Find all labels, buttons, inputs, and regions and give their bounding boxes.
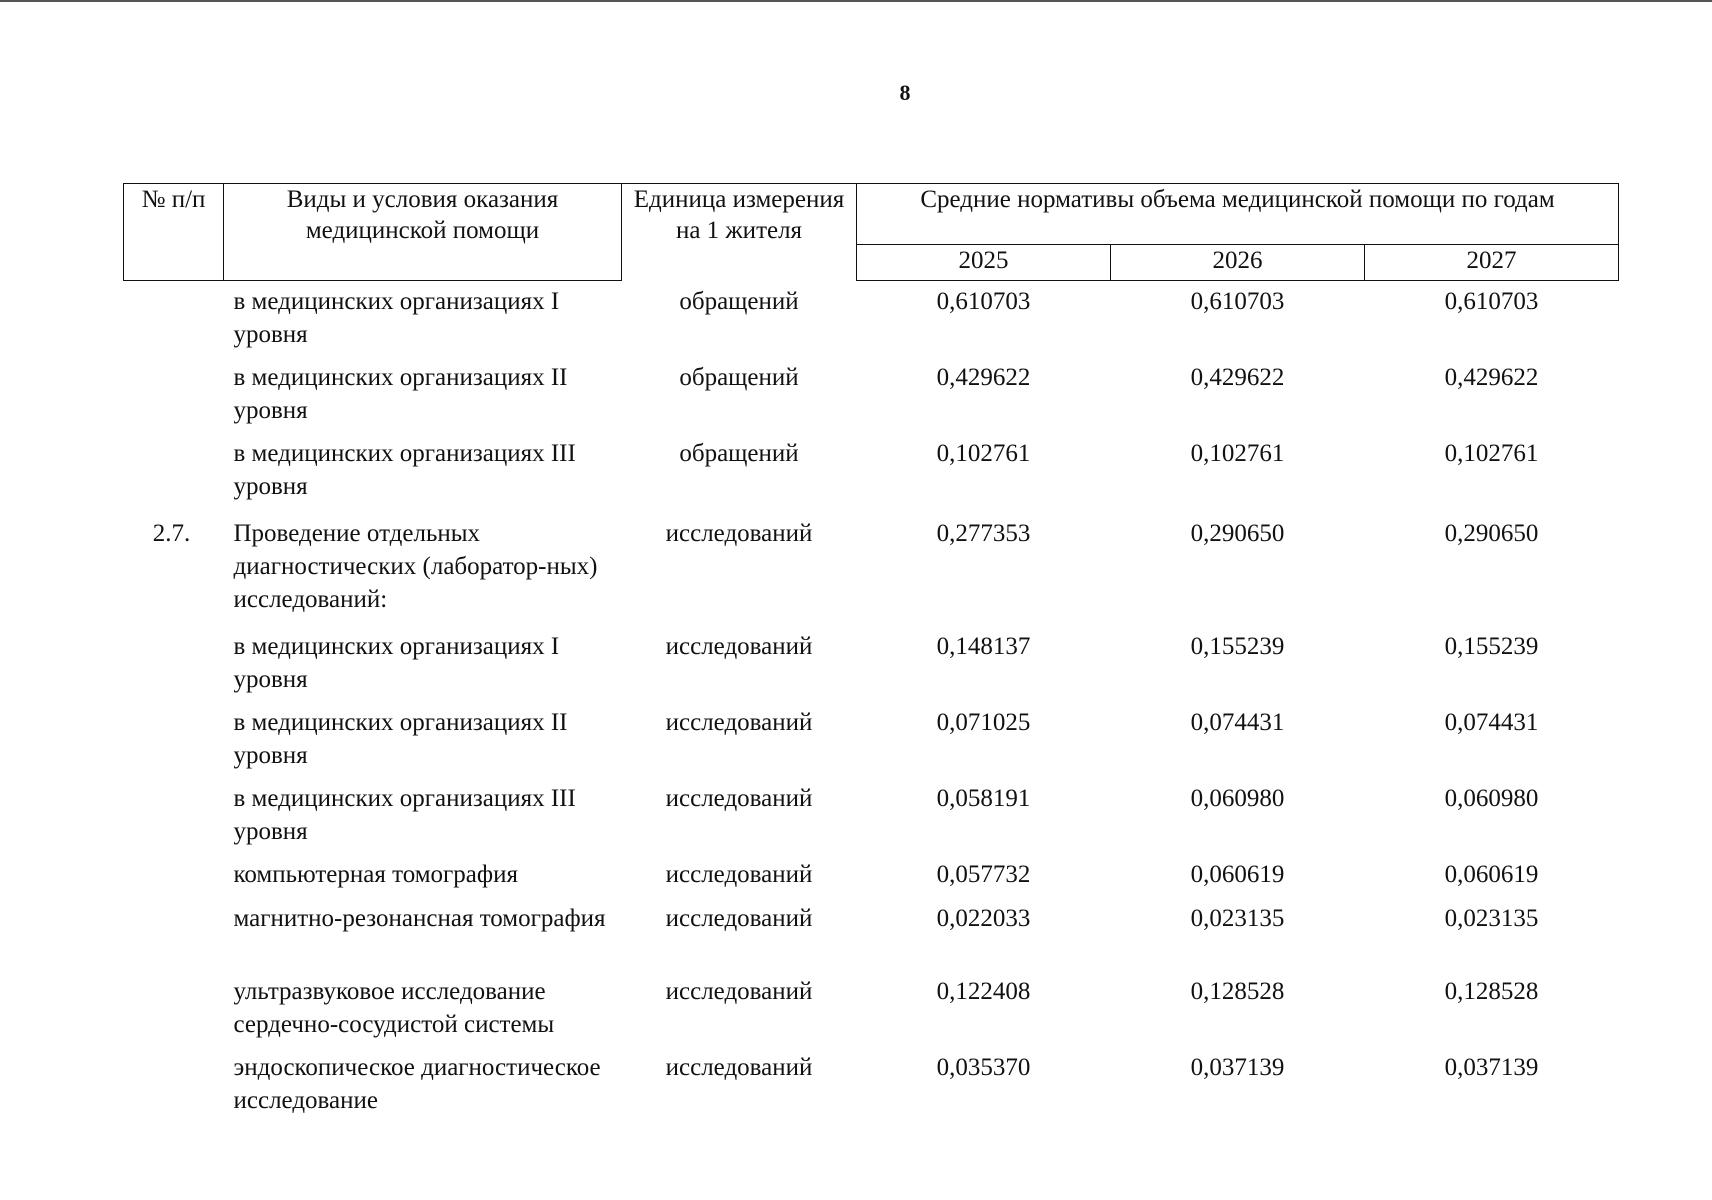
header-year-2027: 2027: [1365, 245, 1619, 281]
row-care-type: в медицинских организациях III уровня: [233, 440, 576, 500]
row-value-2025: 0,102761: [936, 440, 1031, 467]
header-unit: Единица измерения на 1 жителя: [622, 184, 857, 281]
row-value-2026: 0,037139: [1190, 1054, 1285, 1081]
row-value-2027: 0,290650: [1444, 520, 1539, 547]
row-unit: обращений: [679, 440, 799, 467]
row-value-2025: 0,071025: [936, 709, 1031, 736]
row-value-2025: 0,058191: [936, 785, 1031, 812]
row-care-type: в медицинских организациях II уровня: [233, 709, 568, 769]
row-num: [124, 965, 224, 1041]
row-value-2027: 0,128528: [1444, 978, 1539, 1005]
row-value-2026: 0,074431: [1190, 709, 1285, 736]
row-care-type: магнитно-резонансная томография: [233, 905, 606, 932]
header-year-2026: 2026: [1111, 245, 1365, 281]
row-value-2027: 0,060619: [1444, 861, 1539, 888]
row-unit: исследований: [665, 520, 813, 547]
row-value-2025: 0,122408: [936, 978, 1031, 1005]
row-num: [124, 1041, 224, 1117]
row-value-2025: 0,035370: [936, 1054, 1031, 1081]
row-num: [124, 772, 224, 848]
page-top-border: [0, 0, 1712, 2]
row-unit: исследований: [665, 978, 813, 1005]
table-row: [124, 620, 1619, 696]
row-unit: исследований: [665, 785, 813, 812]
row-value-2027: 0,074431: [1444, 709, 1539, 736]
table-row: [124, 281, 1619, 352]
header-year-2025: 2025: [857, 245, 1111, 281]
row-care-type: эндоскопическое диагностическое исследование: [233, 1054, 601, 1114]
medical-care-norms-table: [123, 183, 1619, 1117]
row-unit: исследований: [665, 905, 813, 932]
table-row: [124, 965, 1619, 1041]
row-value-2025: 0,610703: [936, 288, 1031, 315]
row-care-type: в медицинских организациях III уровня: [233, 785, 576, 845]
table-body: [124, 281, 1619, 1118]
row-num: [124, 281, 224, 352]
table-row: [124, 427, 1619, 503]
row-value-2026: 0,155239: [1190, 633, 1285, 660]
row-value-2027: 0,060980: [1444, 785, 1539, 812]
row-unit: обращений: [679, 287, 799, 315]
row-value-2027: 0,155239: [1444, 633, 1539, 660]
row-value-2026: 0,128528: [1190, 978, 1285, 1005]
table-row: [124, 503, 1619, 620]
table-row: [124, 1041, 1619, 1117]
row-value-2025: 0,057732: [936, 861, 1031, 888]
row-value-2026: 0,429622: [1190, 364, 1285, 391]
row-value-2027: 0,610703: [1444, 288, 1539, 315]
row-unit: исследований: [665, 633, 813, 660]
row-unit: исследований: [665, 1054, 813, 1081]
header-num: № п/п: [124, 184, 224, 281]
table-header: [124, 184, 1619, 281]
row-num: [124, 696, 224, 772]
row-unit: исследований: [665, 709, 813, 736]
row-value-2025: 0,429622: [936, 364, 1031, 391]
row-value-2027: 0,429622: [1444, 364, 1539, 391]
row-care-type: ультразвуковое исследование сердечно-сосудистой системы: [233, 978, 555, 1038]
table-row: [124, 351, 1619, 427]
header-norms: Средние нормативы объема медицинской помощи по годам: [857, 184, 1619, 245]
row-value-2027: 0,102761: [1444, 440, 1539, 467]
header-type: Виды и условия оказания медицинской помощи: [224, 184, 622, 281]
row-value-2026: 0,290650: [1190, 520, 1285, 547]
row-num: 2.7.: [152, 520, 191, 547]
row-num: [124, 620, 224, 696]
row-num: [124, 848, 224, 892]
page-number: 8: [899, 80, 911, 105]
row-num: [124, 427, 224, 503]
table-row: [124, 848, 1619, 892]
table-row: [124, 892, 1619, 965]
row-value-2026: 0,610703: [1190, 288, 1285, 315]
table-row: [124, 696, 1619, 772]
row-value-2026: 0,060619: [1190, 861, 1285, 888]
row-value-2026: 0,023135: [1190, 905, 1285, 932]
row-value-2025: 0,022033: [936, 905, 1031, 932]
row-care-type: в медицинских организациях I уровня: [233, 633, 560, 693]
row-care-type: компьютерная томография: [233, 861, 518, 888]
table-row: [124, 772, 1619, 848]
row-value-2027: 0,023135: [1444, 905, 1539, 932]
row-care-type: в медицинских организациях II уровня: [233, 364, 568, 424]
row-value-2026: 0,102761: [1190, 440, 1285, 467]
row-value-2025: 0,277353: [936, 520, 1031, 547]
row-unit: обращений: [679, 364, 799, 391]
row-value-2025: 0,148137: [936, 633, 1031, 660]
row-unit: исследований: [665, 861, 813, 888]
row-num: [124, 892, 224, 965]
row-value-2026: 0,060980: [1190, 785, 1285, 812]
row-num: [124, 351, 224, 427]
row-care-type: Проведение отдельных диагностических (лаборатор-ных) исследований:: [233, 520, 598, 613]
row-care-type: в медицинских организациях I уровня: [233, 288, 560, 348]
row-value-2027: 0,037139: [1444, 1054, 1539, 1081]
